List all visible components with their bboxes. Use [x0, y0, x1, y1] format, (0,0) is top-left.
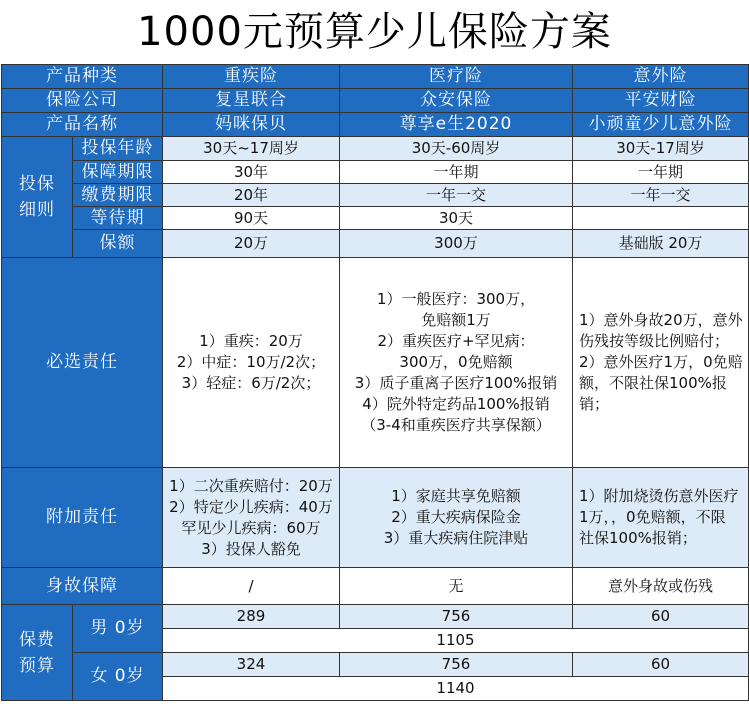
details-row-payment — [2, 184, 749, 207]
product-name-row — [2, 113, 749, 137]
company-label: 保险公司 — [2, 89, 163, 113]
details-row-term — [2, 161, 749, 184]
details-row-waiting — [2, 207, 749, 230]
coverage-line: 1）意外身故20万，意外 — [579, 311, 743, 329]
coverage-line: 2）重疾医疗+罕见病： — [377, 332, 535, 350]
coverage-line: 2）意外医疗1万，0免赔 — [579, 353, 743, 371]
payment-critical: 20年 — [163, 184, 340, 207]
required-medical — [340, 258, 573, 468]
amount-accident: 基础版 20万 — [573, 230, 749, 258]
additional-accident — [573, 468, 749, 568]
additional-medical — [340, 468, 573, 568]
budget-female-row — [2, 653, 749, 677]
payment-accident: 一年一交 — [573, 184, 749, 207]
budget-female-label: 女 0岁 — [73, 653, 163, 701]
male-accident-premium: 60 — [573, 605, 749, 629]
details-group-label-line1: 投保 — [19, 174, 55, 194]
waiting-critical: 90天 — [163, 207, 340, 230]
coverage-line: 免赔额1万 — [421, 311, 491, 329]
coverage-line: （3-4和重疾医疗共享保额） — [361, 416, 551, 434]
term-accident: 一年期 — [573, 161, 749, 184]
details-label-term: 保障期限 — [73, 161, 163, 184]
coverage-line: 2）特定少儿疾病：40万 — [169, 497, 333, 516]
coverage-line: 1）重疾：20万 — [199, 332, 303, 350]
company-critical: 复星联合 — [163, 89, 340, 113]
required-coverage-row — [2, 258, 749, 468]
coverage-line: 社保100%报销； — [579, 529, 697, 547]
coverage-line: 1万，，0免赔额，不限 — [579, 508, 726, 526]
coverage-line: 4）院外特定药品100%报销 — [362, 395, 550, 413]
death-critical: / — [163, 568, 340, 605]
additional-coverage-row — [2, 468, 749, 568]
female-accident-premium: 60 — [573, 653, 749, 677]
required-label: 必选责任 — [2, 258, 163, 468]
page-title: 1000元预算少儿保险方案 — [137, 9, 612, 55]
budget-male-row — [2, 605, 749, 629]
product-type-label: 产品种类 — [2, 65, 163, 89]
additional-label: 附加责任 — [2, 468, 163, 568]
coverage-line: 3）轻症：6万/2次； — [181, 374, 321, 392]
coverage-line: 2）重大疾病保险金 — [391, 508, 521, 526]
coverage-line: 300万，0免赔额 — [399, 353, 513, 371]
age-accident: 30天-17周岁 — [573, 137, 749, 161]
coverage-line: 销； — [579, 395, 610, 413]
details-label-waiting: 等待期 — [73, 207, 163, 230]
death-medical: 无 — [340, 568, 573, 605]
coverage-line: 罕见少儿疾病：60万 — [181, 518, 321, 537]
term-medical: 一年期 — [340, 161, 573, 184]
details-label-payment: 缴费期限 — [73, 184, 163, 207]
additional-critical — [163, 468, 340, 568]
waiting-accident — [573, 207, 749, 230]
male-critical-premium: 289 — [163, 605, 340, 629]
waiting-medical: 30天 — [340, 207, 573, 230]
coverage-line: 3）重大疾病住院津贴 — [383, 529, 529, 547]
details-label-amount: 保额 — [73, 230, 163, 258]
coverage-line: 3）投保人豁免 — [201, 539, 301, 558]
coverage-line: 1）一般医疗：300万， — [376, 290, 536, 308]
male-medical-premium: 756 — [340, 605, 573, 629]
budget-male-label: 男 0岁 — [73, 605, 163, 653]
coverage-line: 伤残按等级比例赔付； — [579, 332, 730, 350]
female-medical-premium: 756 — [340, 653, 573, 677]
budget-group-label-line2: 预算 — [19, 655, 55, 676]
details-group-label-line2: 细则 — [19, 200, 55, 220]
details-row-age — [2, 137, 749, 161]
coverage-line: 1）附加烧烫伤意外医疗 — [579, 487, 739, 505]
company-row — [2, 89, 749, 113]
company-medical: 众安保险 — [340, 89, 573, 113]
female-critical-premium: 324 — [163, 653, 340, 677]
budget-group-label-line1: 保费 — [19, 629, 55, 650]
coverage-line: 1）家庭共享免赔额 — [391, 487, 521, 505]
death-label: 身故保障 — [2, 568, 163, 605]
coverage-line: 1）二次重疾赔付：20万 — [169, 476, 333, 495]
type-medical: 医疗险 — [340, 65, 573, 89]
product-type-row — [2, 65, 749, 89]
coverage-line: 2）中症：10万/2次； — [176, 353, 326, 371]
company-accident: 平安财险 — [573, 89, 749, 113]
age-medical: 30天-60周岁 — [340, 137, 573, 161]
male-total-premium: 1105 — [163, 629, 749, 653]
coverage-line: 3）质子重离子医疗100%报销 — [354, 374, 558, 392]
details-group-label — [2, 137, 73, 258]
required-accident — [573, 258, 749, 468]
name-accident: 小顽童少儿意外险 — [573, 113, 749, 137]
insurance-plan-table — [1, 64, 749, 701]
age-critical: 30天~17周岁 — [163, 137, 340, 161]
details-row-amount — [2, 230, 749, 258]
payment-medical: 一年一交 — [340, 184, 573, 207]
type-critical-illness: 重疾险 — [163, 65, 340, 89]
details-label-age: 投保年龄 — [73, 137, 163, 161]
amount-medical: 300万 — [340, 230, 573, 258]
amount-critical: 20万 — [163, 230, 340, 258]
budget-group-label — [2, 605, 73, 701]
term-critical: 30年 — [163, 161, 340, 184]
death-accident: 意外身故或伤残 — [573, 568, 749, 605]
name-critical: 妈咪保贝 — [163, 113, 340, 137]
required-critical — [163, 258, 340, 468]
name-medical: 尊享e生2020 — [340, 113, 573, 137]
type-accident: 意外险 — [573, 65, 749, 89]
death-benefit-row — [2, 568, 749, 605]
coverage-line: 额，不限社保100%报 — [579, 374, 727, 392]
female-total-premium: 1140 — [163, 677, 749, 701]
product-name-label: 产品名称 — [2, 113, 163, 137]
